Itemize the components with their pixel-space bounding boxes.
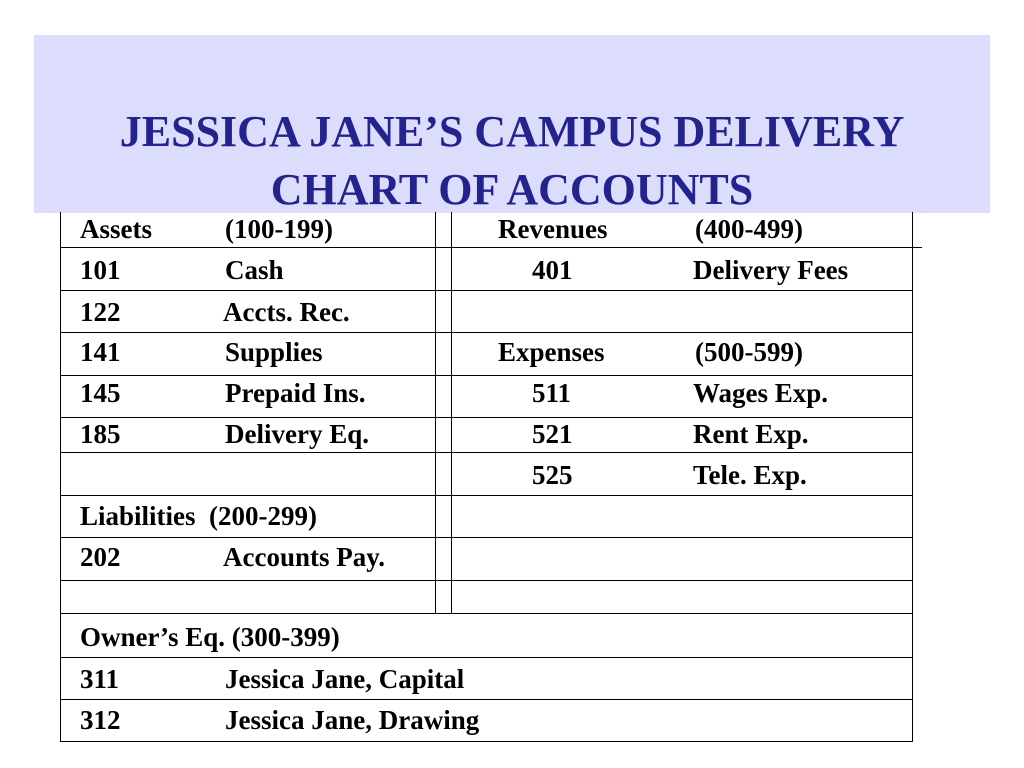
page-title: JESSICA JANE’S CAMPUS DELIVERY: [119, 107, 905, 156]
account-number: 312: [80, 705, 121, 735]
account-name: Cash: [225, 255, 284, 285]
account-name: Tele. Exp.: [693, 460, 807, 490]
table-border-right: [912, 212, 913, 742]
title-banner: [34, 35, 990, 213]
row-divider: [60, 537, 913, 538]
account-number: 202: [80, 542, 121, 572]
row-divider: [60, 332, 913, 333]
account-name: Jessica Jane, Drawing: [225, 705, 480, 735]
account-number: 511: [532, 378, 572, 408]
expenses-heading: Expenses: [498, 337, 605, 367]
expenses-range: (500-599): [695, 337, 803, 367]
row-divider: [60, 699, 913, 700]
account-number: 521: [532, 419, 573, 449]
account-number: 185: [80, 419, 121, 449]
account-name: Jessica Jane, Capital: [225, 664, 465, 694]
account-name: Rent Exp.: [693, 419, 809, 449]
account-name: Delivery Fees: [693, 255, 849, 285]
row-divider: [60, 495, 913, 496]
page-subtitle: CHART OF ACCOUNTS: [270, 165, 754, 214]
account-number: 145: [80, 378, 121, 408]
account-name: Prepaid Ins.: [225, 378, 366, 408]
row-divider: [60, 741, 913, 742]
account-number: 311: [80, 664, 120, 694]
row-divider: [60, 417, 913, 418]
table-border-left: [60, 212, 61, 742]
account-number: 401: [532, 255, 573, 285]
assets-heading: Assets: [80, 214, 152, 244]
revenues-range: (400-499): [695, 214, 803, 244]
account-number: 525: [532, 460, 573, 490]
account-name: Wages Exp.: [693, 378, 829, 408]
assets-range: (100-199): [225, 214, 333, 244]
row-divider: [60, 247, 922, 248]
account-number: 101: [80, 255, 121, 285]
row-divider: [60, 452, 913, 453]
revenues-heading: Revenues: [498, 214, 608, 244]
equity-heading: Owner’s Eq. (300-399): [80, 622, 340, 652]
row-divider: [60, 580, 913, 581]
column-divider: [435, 212, 436, 613]
account-name: Supplies: [225, 337, 323, 367]
chart-of-accounts-table: [60, 212, 913, 742]
liabilities-heading: Liabilities (200-299): [80, 501, 317, 531]
row-divider: [60, 290, 913, 291]
account-name: Accounts Pay.: [223, 542, 385, 572]
row-divider: [60, 657, 913, 658]
column-divider: [451, 212, 452, 613]
account-name: Accts. Rec.: [223, 297, 350, 327]
account-number: 122: [80, 297, 121, 327]
row-divider: [60, 375, 913, 376]
account-name: Delivery Eq.: [225, 419, 369, 449]
account-number: 141: [80, 337, 121, 367]
row-divider: [60, 613, 913, 614]
